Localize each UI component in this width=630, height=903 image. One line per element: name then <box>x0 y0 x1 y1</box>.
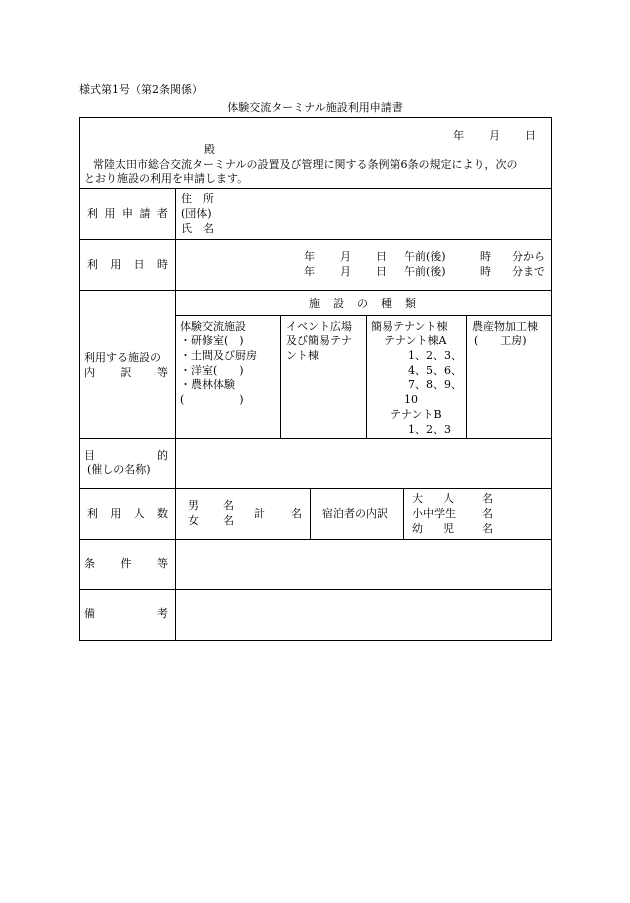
remarks-label: 備 考 <box>84 607 168 620</box>
facility-types-header: 施 設 の 種 類 <box>309 297 416 310</box>
date-day: 日 <box>525 129 536 142</box>
male-label: 男 <box>188 499 199 512</box>
student-unit: 名 <box>482 507 493 520</box>
conditions-label: 条 件 等 <box>84 557 168 570</box>
total-unit: 名 <box>291 507 302 520</box>
facility-label-line2: 内 訳 等 <box>84 366 168 379</box>
form-number: 様式第1号（第2条関係） <box>79 83 203 96</box>
intro-line-2: とおり施設の利用を申請します。 <box>84 172 249 185</box>
addressee: 殿 <box>204 143 215 156</box>
date-year: 年 <box>453 129 464 142</box>
lodger-label: 宿泊者の内訳 <box>322 507 388 520</box>
users-label: 利 用 人 数 <box>87 507 168 520</box>
purpose-label: 目 的 <box>84 449 168 462</box>
form-title: 体験交流ターミナル施設利用申請書 <box>227 101 403 114</box>
applicant-label: 利 用 申 請 者 <box>87 207 168 220</box>
adult-unit: 名 <box>482 492 493 505</box>
female-unit: 名 <box>223 514 234 527</box>
infant-unit: 名 <box>482 522 493 535</box>
infant-label: 幼 児 <box>412 522 454 535</box>
female-label: 女 <box>188 514 199 527</box>
facility-label-line1: 利用する施設の <box>84 351 161 364</box>
student-label: 小中学生 <box>412 507 456 520</box>
male-unit: 名 <box>223 499 234 512</box>
date-month: 月 <box>489 129 500 142</box>
intro-line-1: 常陸太田市総合交流ターミナルの設置及び管理に関する条例第6条の規定により，次の <box>93 158 518 171</box>
purpose-sub-label: (催しの名称) <box>87 463 151 476</box>
total-label: 計 <box>254 507 265 520</box>
adult-label: 大 人 <box>412 492 454 505</box>
address-label: 住 所 <box>181 192 214 205</box>
name-label: 氏 名 <box>181 222 214 235</box>
group-label: (団体) <box>181 207 212 220</box>
datetime-label: 利 用 日 時 <box>87 258 168 271</box>
